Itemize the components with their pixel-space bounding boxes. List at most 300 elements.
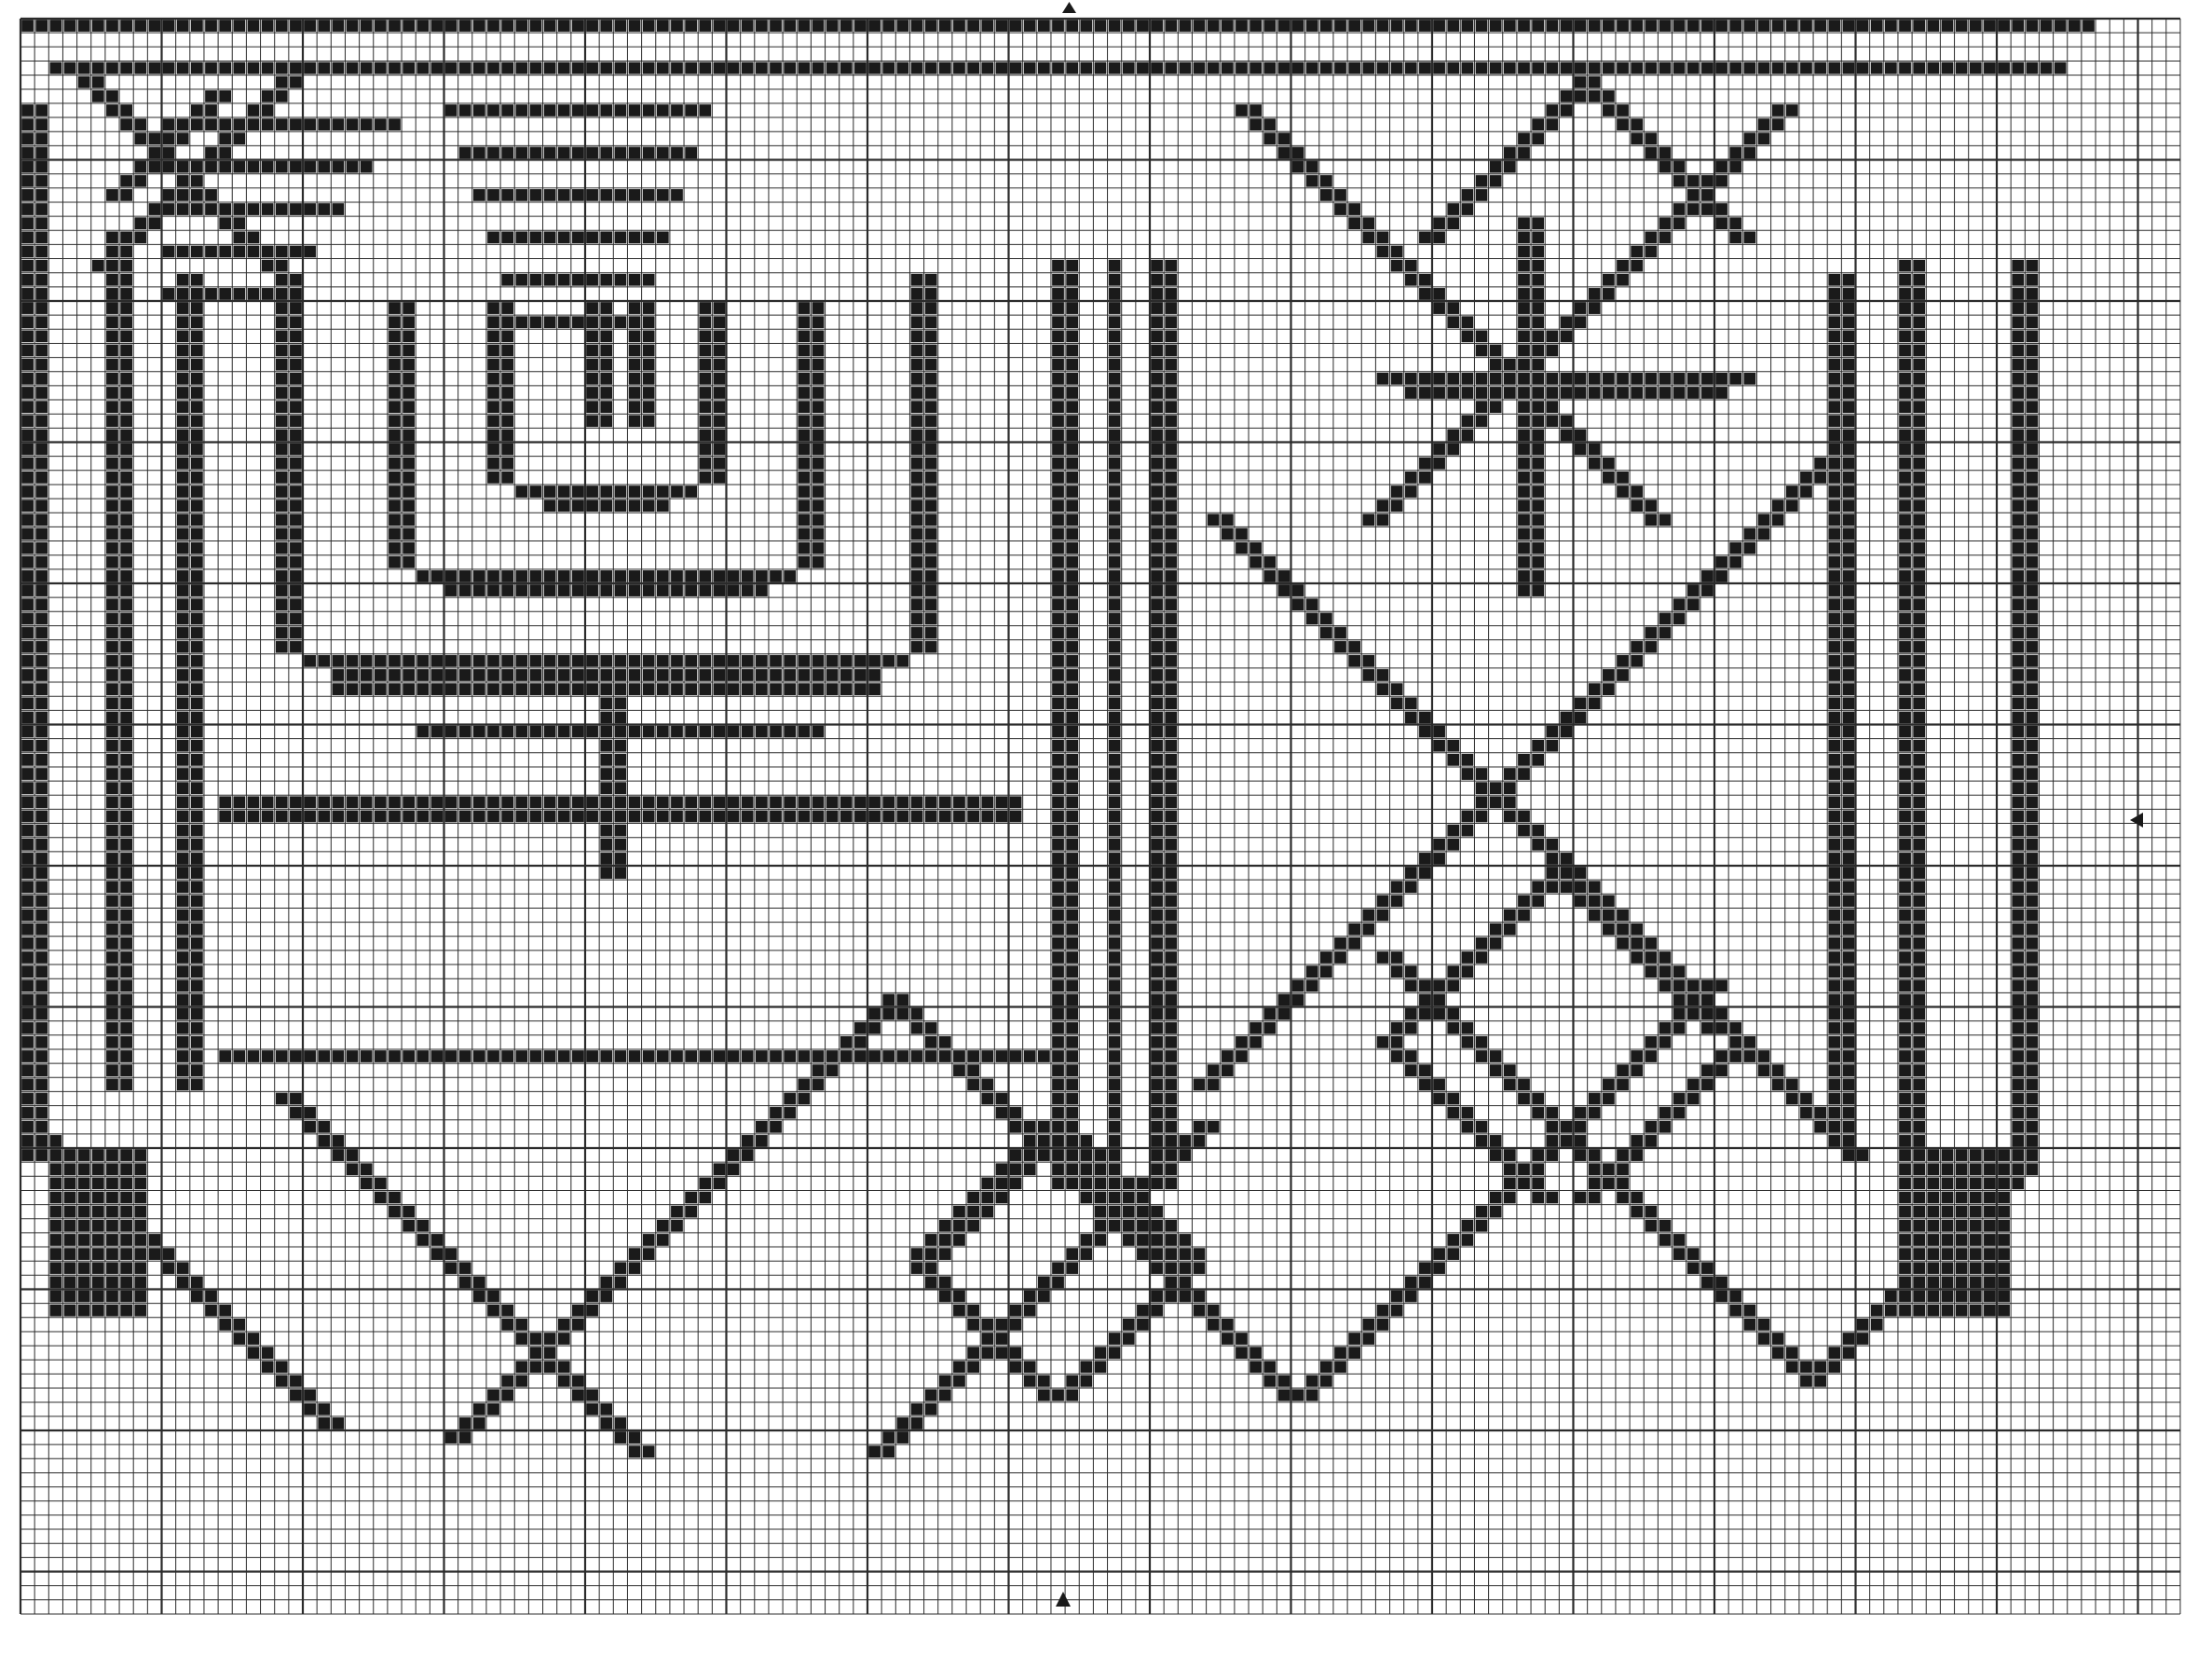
stitch-cell <box>1151 782 1163 794</box>
stitch-cell <box>177 556 189 568</box>
stitch-cell <box>1828 782 1840 794</box>
stitch-cell <box>996 1093 1008 1105</box>
stitch-cell <box>714 345 726 357</box>
stitch-cell <box>1052 1022 1064 1034</box>
stitch-cell <box>2012 513 2024 526</box>
stitch-cell <box>403 415 415 427</box>
stitch-cell <box>134 161 146 173</box>
stitch-cell <box>106 951 118 964</box>
stitch-cell <box>92 1163 104 1175</box>
stitch-cell <box>530 655 542 667</box>
stitch-cell <box>1843 965 1855 978</box>
stitch-cell <box>120 655 132 667</box>
stitch-cell <box>1447 965 1459 978</box>
stitch-cell <box>854 683 867 695</box>
stitch-cell <box>1701 1064 1714 1076</box>
stitch-cell <box>1758 132 1770 144</box>
stitch-cell <box>304 203 316 215</box>
stitch-cell <box>996 811 1008 823</box>
stitch-cell <box>21 726 34 738</box>
stitch-cell <box>1391 683 1403 695</box>
stitch-cell <box>953 1375 965 1388</box>
stitch-cell <box>1165 1149 1177 1161</box>
stitch-cell <box>276 811 288 823</box>
stitch-cell <box>2012 965 2024 978</box>
stitch-cell <box>21 430 34 442</box>
stitch-cell <box>897 62 909 75</box>
stitch-cell <box>671 584 683 596</box>
stitch-cell <box>1772 499 1784 512</box>
stitch-cell <box>1546 415 1558 427</box>
stitch-cell <box>1278 1389 1290 1402</box>
stitch-cell <box>1165 415 1177 427</box>
stitch-cell <box>1010 1107 1022 1119</box>
stitch-cell <box>1504 796 1516 808</box>
stitch-cell <box>2027 768 2039 780</box>
stitch-cell <box>1066 641 1078 653</box>
stitch-cell <box>2012 499 2024 512</box>
stitch-cell <box>1208 1305 1220 1317</box>
stitch-cell <box>1518 302 1530 314</box>
stitch-cell <box>50 1248 62 1260</box>
stitch-cell <box>1546 726 1558 738</box>
stitch-cell <box>1913 811 1925 823</box>
stitch-cell <box>1913 881 1925 893</box>
stitch-cell <box>1151 570 1163 582</box>
stitch-cell <box>1913 513 1925 526</box>
stitch-cell <box>1109 274 1121 286</box>
stitch-cell <box>544 1361 556 1373</box>
stitch-cell <box>1447 1107 1459 1119</box>
stitch-cell <box>21 796 34 808</box>
stitch-cell <box>191 331 203 343</box>
stitch-cell <box>629 401 641 413</box>
stitch-cell <box>953 796 965 808</box>
stitch-cell <box>21 444 34 456</box>
stitch-cell <box>177 796 189 808</box>
stitch-cell <box>389 556 401 568</box>
stitch-cell <box>1532 415 1544 427</box>
stitch-cell <box>35 896 48 908</box>
stitch-cell <box>1899 726 1911 738</box>
stitch-cell <box>1405 1022 1417 1034</box>
stitch-cell <box>1843 937 1855 950</box>
stitch-cell <box>1151 896 1163 908</box>
stitch-cell <box>501 387 513 399</box>
stitch-cell <box>699 726 711 738</box>
stitch-cell <box>1800 1361 1812 1373</box>
stitch-cell <box>1575 896 1587 908</box>
stitch-cell <box>106 1163 118 1175</box>
stitch-cell <box>1828 345 1840 357</box>
stitch-cell <box>1109 373 1121 385</box>
stitch-cell <box>558 669 570 681</box>
stitch-cell <box>1137 20 1149 32</box>
stitch-cell <box>1589 683 1601 695</box>
stitch-cell <box>445 669 457 681</box>
stitch-cell <box>1052 430 1064 442</box>
stitch-cell <box>515 1333 527 1345</box>
stitch-cell <box>530 811 542 823</box>
stitch-cell <box>1603 104 1615 116</box>
stitch-cell <box>1828 1347 1840 1359</box>
stitch-cell <box>1263 556 1276 568</box>
stitch-cell <box>1899 316 1911 328</box>
stitch-cell <box>389 811 401 823</box>
stitch-cell <box>699 655 711 667</box>
stitch-cell <box>728 62 740 75</box>
stitch-cell <box>1956 1234 1968 1246</box>
stitch-cell <box>1066 570 1078 582</box>
stitch-cell <box>643 726 655 738</box>
stitch-cell <box>1151 697 1163 709</box>
stitch-cell <box>1942 1291 1954 1303</box>
stitch-cell <box>35 458 48 470</box>
stitch-cell <box>1687 1078 1700 1090</box>
stitch-cell <box>120 1277 132 1289</box>
stitch-cell <box>487 359 499 371</box>
stitch-cell <box>445 20 457 32</box>
stitch-cell <box>1575 20 1587 32</box>
stitch-cell <box>1038 1050 1050 1062</box>
stitch-cell <box>177 754 189 766</box>
stitch-cell <box>1927 1277 1939 1289</box>
stitch-cell <box>1899 20 1911 32</box>
stitch-cell <box>1843 839 1855 851</box>
stitch-cell <box>868 655 881 667</box>
stitch-cell <box>544 1347 556 1359</box>
stitch-cell <box>699 811 711 823</box>
stitch-cell <box>911 1022 923 1034</box>
stitch-cell <box>177 387 189 399</box>
stitch-cell <box>1843 556 1855 568</box>
stitch-cell <box>1659 613 1672 625</box>
stitch-cell <box>1504 1078 1516 1090</box>
stitch-cell <box>911 359 923 371</box>
stitch-cell <box>1151 1163 1163 1175</box>
stitch-cell <box>1659 1036 1672 1048</box>
stitch-cell <box>586 401 598 413</box>
stitch-cell <box>685 669 697 681</box>
stitch-cell <box>248 161 260 173</box>
stitch-cell <box>191 387 203 399</box>
stitch-cell <box>1405 274 1417 286</box>
stitch-cell <box>2027 811 2039 823</box>
stitch-cell <box>1165 401 1177 413</box>
stitch-cell <box>1066 274 1078 286</box>
stitch-cell <box>2012 796 2024 808</box>
stitch-cell <box>1419 20 1431 32</box>
stitch-cell <box>1151 965 1163 978</box>
stitch-cell <box>21 598 34 610</box>
stitch-cell <box>925 288 937 300</box>
stitch-cell <box>1052 853 1064 865</box>
stitch-cell <box>530 1050 542 1062</box>
stitch-cell <box>1066 331 1078 343</box>
stitch-cell <box>629 189 641 201</box>
stitch-cell <box>671 1206 683 1218</box>
stitch-cell <box>1729 1022 1741 1034</box>
stitch-cell <box>1532 20 1544 32</box>
stitch-cell <box>106 1248 118 1260</box>
stitch-cell <box>1659 231 1672 243</box>
stitch-cell <box>728 811 740 823</box>
stitch-cell <box>812 811 825 823</box>
stitch-cell <box>1617 20 1629 32</box>
stitch-cell <box>1419 458 1431 470</box>
stitch-cell <box>1772 1078 1784 1090</box>
stitch-cell <box>1151 359 1163 371</box>
stitch-cell <box>177 175 189 187</box>
stitch-cell <box>205 246 217 258</box>
stitch-cell <box>1673 1093 1686 1105</box>
stitch-cell <box>1165 867 1177 879</box>
stitch-cell <box>1165 951 1177 964</box>
stitch-cell <box>1165 754 1177 766</box>
stitch-cell <box>699 62 711 75</box>
stitch-cell <box>1490 1206 1502 1218</box>
stitch-cell <box>1433 373 1445 385</box>
stitch-cell <box>163 189 175 201</box>
stitch-cell <box>191 444 203 456</box>
stitch-cell <box>600 768 612 780</box>
stitch-cell <box>1843 811 1855 823</box>
stitch-cell <box>1052 1036 1064 1048</box>
stitch-cell <box>996 20 1008 32</box>
stitch-cell <box>1913 923 1925 936</box>
stitch-cell <box>35 217 48 229</box>
stitch-cell <box>1758 1064 1770 1076</box>
stitch-cell <box>1490 373 1502 385</box>
stitch-cell <box>219 1050 231 1062</box>
stitch-cell <box>1913 910 1925 922</box>
stitch-cell <box>1532 1178 1544 1190</box>
stitch-cell <box>1913 1064 1925 1076</box>
stitch-cell <box>177 1050 189 1062</box>
stitch-cell <box>1913 1178 1925 1190</box>
stitch-cell <box>1249 1036 1262 1048</box>
stitch-cell <box>1899 584 1911 596</box>
stitch-cell <box>1137 1206 1149 1218</box>
stitch-cell <box>685 655 697 667</box>
stitch-cell <box>1151 1008 1163 1020</box>
stitch-cell <box>177 726 189 738</box>
stitch-cell <box>798 62 810 75</box>
stitch-cell <box>530 1361 542 1373</box>
stitch-cell <box>1151 1135 1163 1147</box>
stitch-cell <box>1913 1206 1925 1218</box>
stitch-cell <box>1109 1064 1121 1076</box>
stitch-cell <box>615 499 627 512</box>
stitch-cell <box>21 387 34 399</box>
stitch-cell <box>925 62 937 75</box>
stitch-cell <box>981 62 993 75</box>
stitch-cell <box>304 1121 316 1133</box>
stitch-cell <box>106 401 118 413</box>
stitch-cell <box>191 359 203 371</box>
stitch-cell <box>1631 246 1643 258</box>
stitch-cell <box>714 373 726 385</box>
stitch-cell <box>347 683 359 695</box>
stitch-cell <box>600 1403 612 1416</box>
stitch-cell <box>1546 740 1558 752</box>
stitch-cell <box>812 458 825 470</box>
stitch-cell <box>120 598 132 610</box>
stitch-cell <box>1066 740 1078 752</box>
stitch-cell <box>1843 768 1855 780</box>
stitch-cell <box>925 1389 937 1402</box>
stitch-cell <box>699 1178 711 1190</box>
stitch-cell <box>64 1192 76 1204</box>
stitch-cell <box>1843 1022 1855 1034</box>
stitch-cell <box>120 570 132 582</box>
stitch-cell <box>416 683 429 695</box>
stitch-cell <box>487 401 499 413</box>
stitch-cell <box>699 584 711 596</box>
stitch-cell <box>1913 1135 1925 1147</box>
stitch-cell <box>389 302 401 314</box>
stitch-cell <box>21 697 34 709</box>
stitch-cell <box>911 1403 923 1416</box>
stitch-cell <box>219 62 231 75</box>
stitch-cell <box>1066 1163 1078 1175</box>
stitch-cell <box>1828 62 1840 75</box>
stitch-cell <box>1504 923 1516 936</box>
stitch-cell <box>1518 896 1530 908</box>
stitch-cell <box>1913 260 1925 272</box>
stitch-cell <box>248 811 260 823</box>
stitch-cell <box>191 499 203 512</box>
stitch-cell <box>1109 1163 1121 1175</box>
stitch-cell <box>925 556 937 568</box>
stitch-cell <box>403 556 415 568</box>
stitch-cell <box>487 1403 499 1416</box>
stitch-cell <box>1165 302 1177 314</box>
stitch-cell <box>600 359 612 371</box>
stitch-cell <box>473 1050 485 1062</box>
stitch-cell <box>586 726 598 738</box>
stitch-cell <box>1913 726 1925 738</box>
stitch-cell <box>1123 1192 1135 1204</box>
stitch-cell <box>191 896 203 908</box>
stitch-cell <box>671 189 683 201</box>
stitch-cell <box>953 1220 965 1232</box>
stitch-cell <box>967 1220 979 1232</box>
stitch-cell <box>1913 570 1925 582</box>
stitch-cell <box>1673 217 1686 229</box>
stitch-cell <box>1052 1093 1064 1105</box>
stitch-cell <box>1744 147 1756 159</box>
stitch-cell <box>120 430 132 442</box>
stitch-cell <box>1546 853 1558 865</box>
stitch-cell <box>1843 683 1855 695</box>
stitch-cell <box>911 641 923 653</box>
stitch-cell <box>120 910 132 922</box>
stitch-cell <box>1066 359 1078 371</box>
stitch-cell <box>248 20 260 32</box>
stitch-cell <box>1603 387 1615 399</box>
stitch-cell <box>1913 839 1925 851</box>
stitch-cell <box>1066 811 1078 823</box>
stitch-cell <box>798 444 810 456</box>
stitch-cell <box>2012 62 2024 75</box>
stitch-cell <box>1715 62 1727 75</box>
stitch-cell <box>699 570 711 582</box>
stitch-cell <box>530 584 542 596</box>
stitch-cell <box>1927 1291 1939 1303</box>
stitch-cell <box>205 104 217 116</box>
stitch-cell <box>798 430 810 442</box>
stitch-cell <box>1278 1375 1290 1388</box>
stitch-cell <box>643 316 655 328</box>
stitch-cell <box>1348 62 1360 75</box>
stitch-cell <box>403 655 415 667</box>
stitch-cell <box>615 853 627 865</box>
stitch-cell <box>1772 20 1784 32</box>
stitch-cell <box>50 1305 62 1317</box>
stitch-cell <box>35 513 48 526</box>
stitch-cell <box>742 62 754 75</box>
stitch-cell <box>714 415 726 427</box>
stitch-cell <box>21 627 34 639</box>
stitch-cell <box>120 740 132 752</box>
stitch-cell <box>177 331 189 343</box>
stitch-cell <box>21 316 34 328</box>
stitch-cell <box>699 387 711 399</box>
stitch-cell <box>1927 20 1939 32</box>
stitch-cell <box>106 867 118 879</box>
stitch-cell <box>1659 965 1672 978</box>
stitch-cell <box>304 62 316 75</box>
stitch-cell <box>1504 782 1516 794</box>
stitch-cell <box>1208 513 1220 526</box>
stitch-cell <box>1687 598 1700 610</box>
stitch-cell <box>1546 373 1558 385</box>
stitch-cell <box>1631 641 1643 653</box>
stitch-cell <box>134 1149 146 1161</box>
stitch-cell <box>1913 1262 1925 1274</box>
stitch-cell <box>2012 627 2024 639</box>
stitch-cell <box>1377 669 1389 681</box>
stitch-cell <box>586 486 598 498</box>
stitch-cell <box>939 62 951 75</box>
stitch-cell <box>2012 472 2024 484</box>
stitch-cell <box>1137 1248 1149 1260</box>
stitch-cell <box>1052 1389 1064 1402</box>
stitch-cell <box>1828 740 1840 752</box>
stitch-cell <box>615 811 627 823</box>
stitch-cell <box>728 1149 740 1161</box>
stitch-cell <box>1165 655 1177 667</box>
stitch-cell <box>812 331 825 343</box>
stitch-cell <box>149 147 161 159</box>
stitch-cell <box>262 90 274 103</box>
stitch-cell <box>1391 486 1403 498</box>
stitch-cell <box>35 359 48 371</box>
stitch-cell <box>1462 62 1474 75</box>
stitch-cell <box>1236 1347 1248 1359</box>
stitch-cell <box>770 796 782 808</box>
stitch-cell <box>219 288 231 300</box>
stitch-cell <box>1109 697 1121 709</box>
stitch-cell <box>897 796 909 808</box>
stitch-cell <box>953 1234 965 1246</box>
stitch-cell <box>501 1375 513 1388</box>
stitch-cell <box>586 415 598 427</box>
stitch-cell <box>1828 373 1840 385</box>
stitch-cell <box>1532 486 1544 498</box>
stitch-cell <box>1109 896 1121 908</box>
